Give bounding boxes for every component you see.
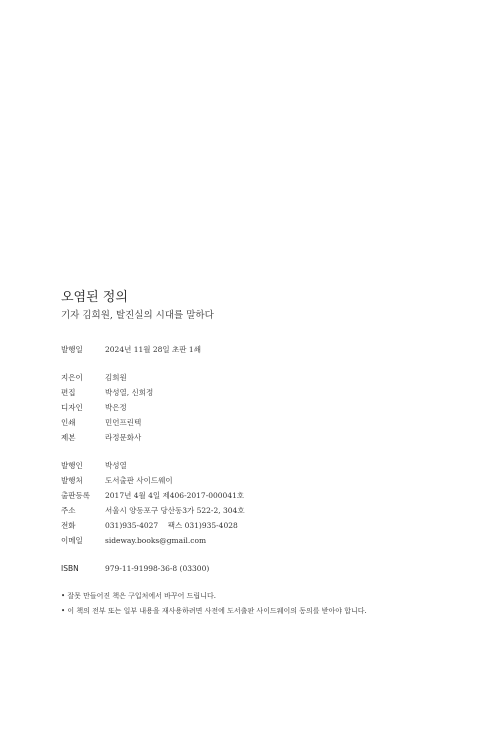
- publisher-label: 전화: [61, 521, 76, 530]
- book-title: 오염된 정의: [61, 290, 128, 305]
- publisher-value: 도서출판 사이드웨이: [105, 476, 173, 485]
- credit-value: 박은정: [105, 403, 127, 412]
- credit-label: 인쇄: [61, 418, 76, 427]
- book-subtitle: 기자 김희원, 탈진실의 시대를 말하다: [61, 310, 214, 321]
- isbn-label: ISBN: [61, 564, 79, 573]
- credit-label: 지은이: [61, 373, 83, 382]
- publisher-label: 출판등록: [61, 491, 90, 500]
- credit-label: 디자인: [61, 403, 83, 412]
- publisher-value: 서울시 양동포구 당산동3가 522-2, 304호: [105, 506, 245, 515]
- publisher-label: 주소: [61, 506, 76, 515]
- publisher-label: 발행처: [61, 476, 83, 485]
- credit-value: 라정문화사: [105, 433, 142, 442]
- credit-value: 민언프린텍: [105, 418, 142, 427]
- note-permission: • 이 책의 전부 또는 일부 내용을 재사용하려면 사전에 도서출판 사이드웨이의 동의를 받아야 합니다.: [61, 607, 367, 615]
- publisher-label: 발행인: [61, 461, 83, 470]
- publisher-label: 이메일: [61, 536, 83, 545]
- publisher-value: 031)935-4027 팩스 031)935-4028: [105, 521, 238, 530]
- publisher-value: 박성열: [105, 461, 127, 470]
- publication-date-label: 발행일: [61, 345, 83, 354]
- isbn-value: 979-11-91998-36-8 (03300): [105, 564, 210, 573]
- credit-label: 제본: [61, 433, 76, 442]
- note-exchange: • 잘못 만들어진 책은 구입처에서 바꾸어 드립니다.: [61, 592, 216, 600]
- credit-value: 김희원: [105, 373, 127, 382]
- credit-label: 편집: [61, 388, 76, 397]
- publisher-value: sideway.books@gmail.com: [105, 536, 207, 545]
- publication-date-value: 2024년 11월 28일 초판 1쇄: [105, 345, 201, 354]
- publisher-value: 2017년 4월 4일 제406-2017-000041호: [105, 491, 245, 500]
- credit-value: 박성열, 신희정: [105, 388, 154, 397]
